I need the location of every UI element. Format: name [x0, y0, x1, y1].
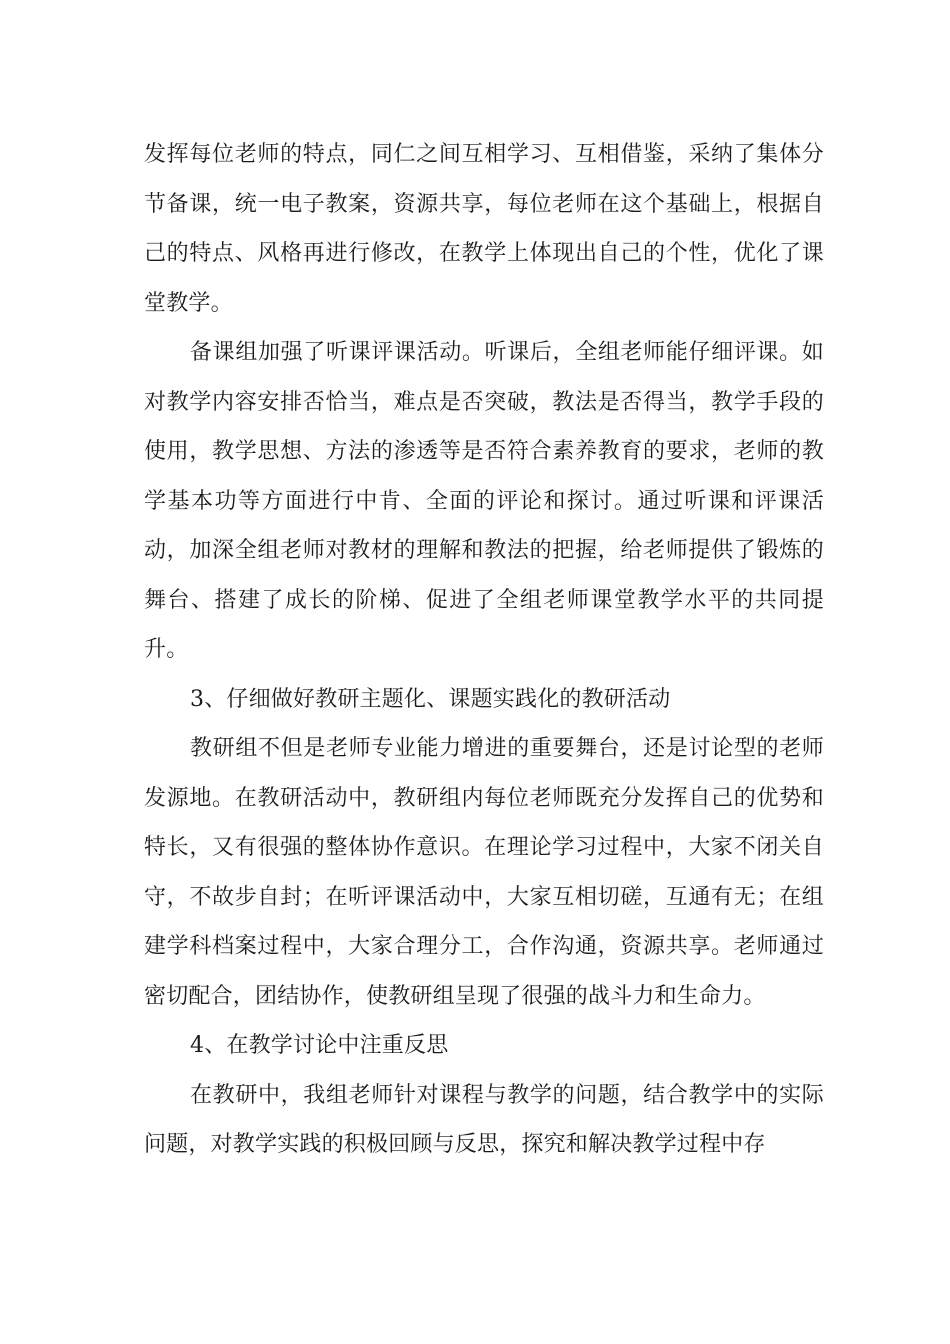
paragraph-research-group: 教研组不但是老师专业能力增进的重要舞台，还是讨论型的老师发源地。在教研活动中，教研组内每位老师既充分发挥自己的优势和特长，又有很强的整体协作意识。在理论学习过程中，大家不闭关自守，不故步自封；在听评课活动中，大家互相切磋，互通有无；在组建学科档案过程中，大家合理分工，合作沟通，资源共享。老师通过密切配合，团结协作，使教研组呈现了很强的战斗力和生命力。 — [144, 736, 824, 1009]
paragraph-continuation: 发挥每位老师的特点，同仁之间互相学习、互相借鉴，采纳了集体分节备课，统一电子教案，资源共享，每位老师在这个基础上，根据自己的特点、风格再进行修改，在教学上体现出自己的个性，优化了课堂教学。 — [144, 142, 824, 316]
paragraph-reflection: 在教研中，我组老师针对课程与教学的问题，结合教学中的实际问题，对教学实践的积极回顾与反思，探究和解决教学过程中存 — [144, 1082, 824, 1157]
section-heading-3: 3、仔细做好教研主题化、课题实践化的教研活动 — [190, 686, 671, 712]
document-body — [144, 130, 824, 1170]
paragraph-lesson-evaluation: 备课组加强了听课评课活动。听课后，全组老师能仔细评课。如对教学内容安排否恰当，难点是否突破，教法是否得当，教学手段的使用，教学思想、方法的渗透等是否符合素养教育的要求，老师的教学基本功等方面进行中肯、全面的评论和探讨。通过听课和评课活动，加深全组老师对教材的理解和教法的把握，给老师提供了锻炼的舞台、搭建了成长的阶梯、促进了全组老师课堂教学水平的共同提升。 — [144, 340, 824, 662]
section-heading-4: 4、在教学讨论中注重反思 — [190, 1033, 449, 1058]
